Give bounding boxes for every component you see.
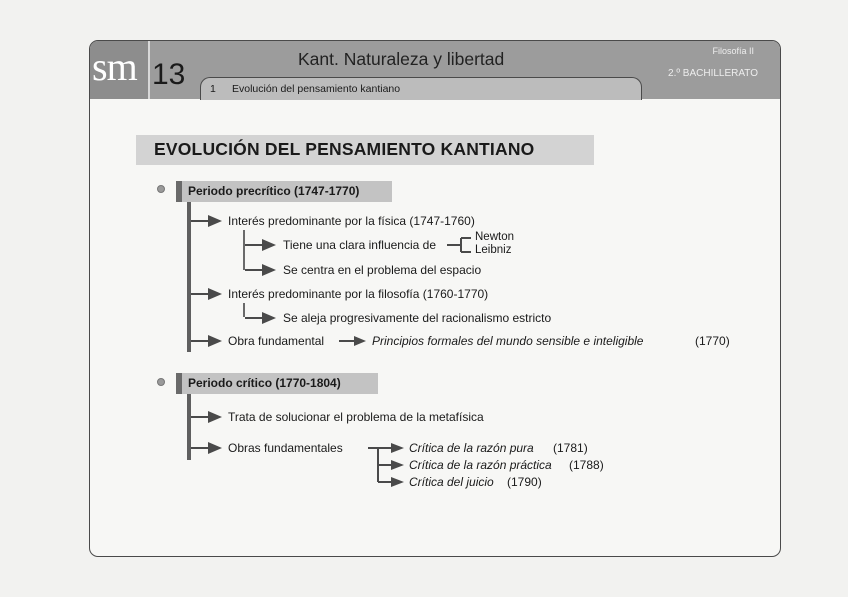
period-precritico-label (176, 181, 392, 202)
precritico-space-text: Se centra en el problema del espacio (283, 263, 482, 277)
subject-label: Filosofía II (712, 46, 754, 56)
arrow-right-icon (191, 213, 223, 229)
header-bar (90, 41, 780, 99)
section-number: 1 (210, 83, 216, 95)
publisher-logo (90, 41, 150, 99)
arrow-right-icon (339, 333, 367, 349)
page-title: EVOLUCIÓN DEL PENSAMIENTO KANTIANO (154, 139, 535, 159)
work-practica-year: (1788) (569, 458, 604, 472)
section-title: Evolución del pensamiento kantiano (232, 83, 401, 95)
arrow-right-icon (191, 409, 223, 425)
period-critico-text: Periodo crítico (1770-1804) (188, 376, 341, 390)
work-juicio-title: Crítica del juicio (409, 475, 494, 489)
influence-newton: Newton (475, 231, 514, 243)
period-critico-label (176, 373, 378, 394)
period-precritico-text: Periodo precrítico (1747-1770) (188, 184, 360, 198)
precritico-item-physics: Interés predominante por la física (1747-1760) (228, 214, 475, 228)
critico-item-metaphysics: Trata de solucionar el problema de la metafísica (228, 410, 484, 424)
work-pura-title: Crítica de la razón pura (409, 441, 534, 455)
page-title-box (136, 135, 594, 165)
work-pura-year: (1781) (553, 441, 588, 455)
level-label: 2.º BACHILLERATO (668, 68, 758, 79)
unit-number: 13 (152, 58, 186, 91)
slide-card (89, 40, 781, 557)
fork-arrow-icon (447, 234, 473, 256)
section-tab (200, 77, 642, 100)
precritico-rationalism-text: Se aleja progresivamente del racionalismo estricto (283, 311, 552, 325)
precritico-influence-text: Tiene una clara influencia de (283, 238, 436, 252)
arrow-right-icon (191, 286, 223, 302)
branch-arrows-icon (368, 440, 408, 490)
precritico-work-title: Principios formales del mundo sensible e inteligible (372, 334, 644, 348)
work-juicio-year: (1790) (507, 475, 542, 489)
arrow-right-icon (245, 237, 277, 253)
precritico-item-work: Obra fundamental (228, 334, 325, 348)
arrow-right-icon (191, 440, 223, 456)
critico-item-works: Obras fundamentales (228, 441, 343, 455)
arrow-right-icon (245, 310, 277, 326)
arrow-right-icon (191, 333, 223, 349)
influence-leibniz: Leibniz (475, 244, 512, 256)
logo-text: sm (92, 44, 137, 89)
arrow-right-icon (245, 262, 277, 278)
precritico-work-year: (1770) (695, 334, 730, 348)
precritico-item-philosophy: Interés predominante por la filosofía (1760-1770) (228, 287, 489, 301)
unit-title: Kant. Naturaleza y libertad (298, 49, 505, 69)
bullet-icon (157, 378, 165, 386)
bullet-icon (157, 185, 165, 193)
work-practica-title: Crítica de la razón práctica (409, 458, 552, 472)
